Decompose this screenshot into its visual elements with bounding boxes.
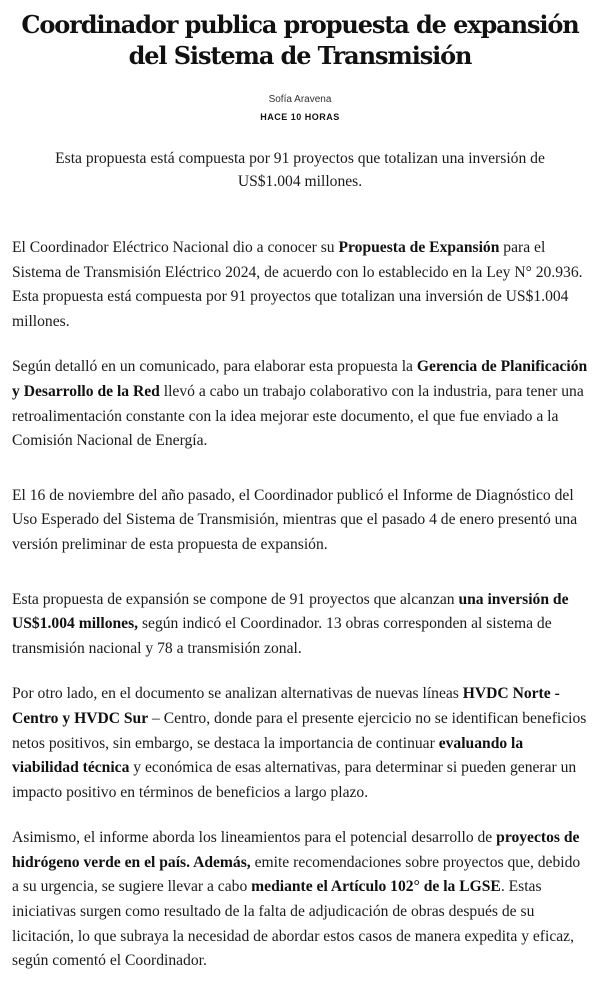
text-run: según indicó el Coordinador. 13 obras corresponden al sistema de transmisión nacional y 78 a transmisión zonal. xyxy=(12,615,552,657)
text-run: . Estas iniciativas surgen como resultado de la falta de adjudicación de obras después de su licitación, lo que subraya la necesidad de abordar estos casos de manera expedita y eficaz, según comentó el Coordinador. xyxy=(12,878,574,970)
text-run: para el Sistema de Transmisión Eléctrico 2024, de acuerdo con lo establecido en la Ley N° 20.936. Esta propuesta está compuesta por 91 proyectos que totalizan una inversión de US$1.004 millones. xyxy=(12,239,583,330)
text-run: Por otro lado, en el documento se analizan alternativas de nuevas líneas xyxy=(12,685,463,703)
paragraph-6 xyxy=(12,826,588,974)
text-run: Asimismo, el informe aborda los lineamientos para el potencial desarrollo de xyxy=(12,829,497,847)
text-run: Esta propuesta de expansión se compone de 91 proyectos que alcanzan xyxy=(12,590,459,608)
text-run: Según detalló en un comunicado, para elaborar esta propuesta la xyxy=(12,358,417,376)
text-run: El Coordinador Eléctrico Nacional dio a conocer su xyxy=(12,239,339,256)
bold-text: una inversión de US$1.004 millones, xyxy=(12,590,569,633)
byline xyxy=(0,94,600,122)
text-run: – Centro, donde para el presente ejercicio no se identifican beneficios netos positivos, sin embargo, se destaca la importancia de continuar xyxy=(12,709,587,752)
text-run: emite recomendaciones sobre proyectos que, debido a su urgencia, se sugiere llevar a cabo xyxy=(12,853,581,896)
text-run: llevó a cabo un trabajo colaborativo con la industria, para tener una retroalimentación constante con la idea mejorar este documento, el que fue enviado a la Comisión Nacional de Energía. xyxy=(12,382,584,450)
paragraph-1 xyxy=(12,236,588,334)
paragraph-2 xyxy=(12,355,588,453)
text-run: y económica de esas alternativas, para determinar si pueden generar un impacto positivo en términos de beneficios a largo plazo. xyxy=(12,759,577,801)
bold-text: mediante el Artículo 102° de la LGSE xyxy=(251,878,501,896)
author-name[interactable]: Sofía Aravena xyxy=(268,94,332,105)
article-body xyxy=(0,236,600,974)
article-lead: Esta propuesta está compuesta por 91 proyectos que totalizan una inversión de US$1.004 millones. xyxy=(55,150,545,190)
article-headline: Coordinador publica propuesta de expansión del Sistema de Transmisión xyxy=(21,10,579,70)
bold-text: proyectos de hidrógeno verde en el país. Además, xyxy=(12,829,580,871)
paragraph-4 xyxy=(12,588,588,662)
publish-time: HACE 10 HORAS xyxy=(260,112,340,122)
bold-text: Gerencia de Planificación y Desarrollo de la Red xyxy=(12,358,588,400)
paragraph-3: El 16 de noviembre del año pasado, el Coordinador publicó el Informe de Diagnóstico del Uso Esperado del Sistema de Transmisión, mientras que el pasado 4 de enero presentó una versión preliminar de esta propuesta de expansión. xyxy=(12,486,578,553)
paragraph-5 xyxy=(12,682,588,805)
bold-text: HVDC Norte - Centro y HVDC Sur xyxy=(12,685,560,727)
bold-text: Propuesta de Expansión xyxy=(338,239,500,256)
bold-text: evaluando la viabilidad técnica xyxy=(12,734,524,777)
